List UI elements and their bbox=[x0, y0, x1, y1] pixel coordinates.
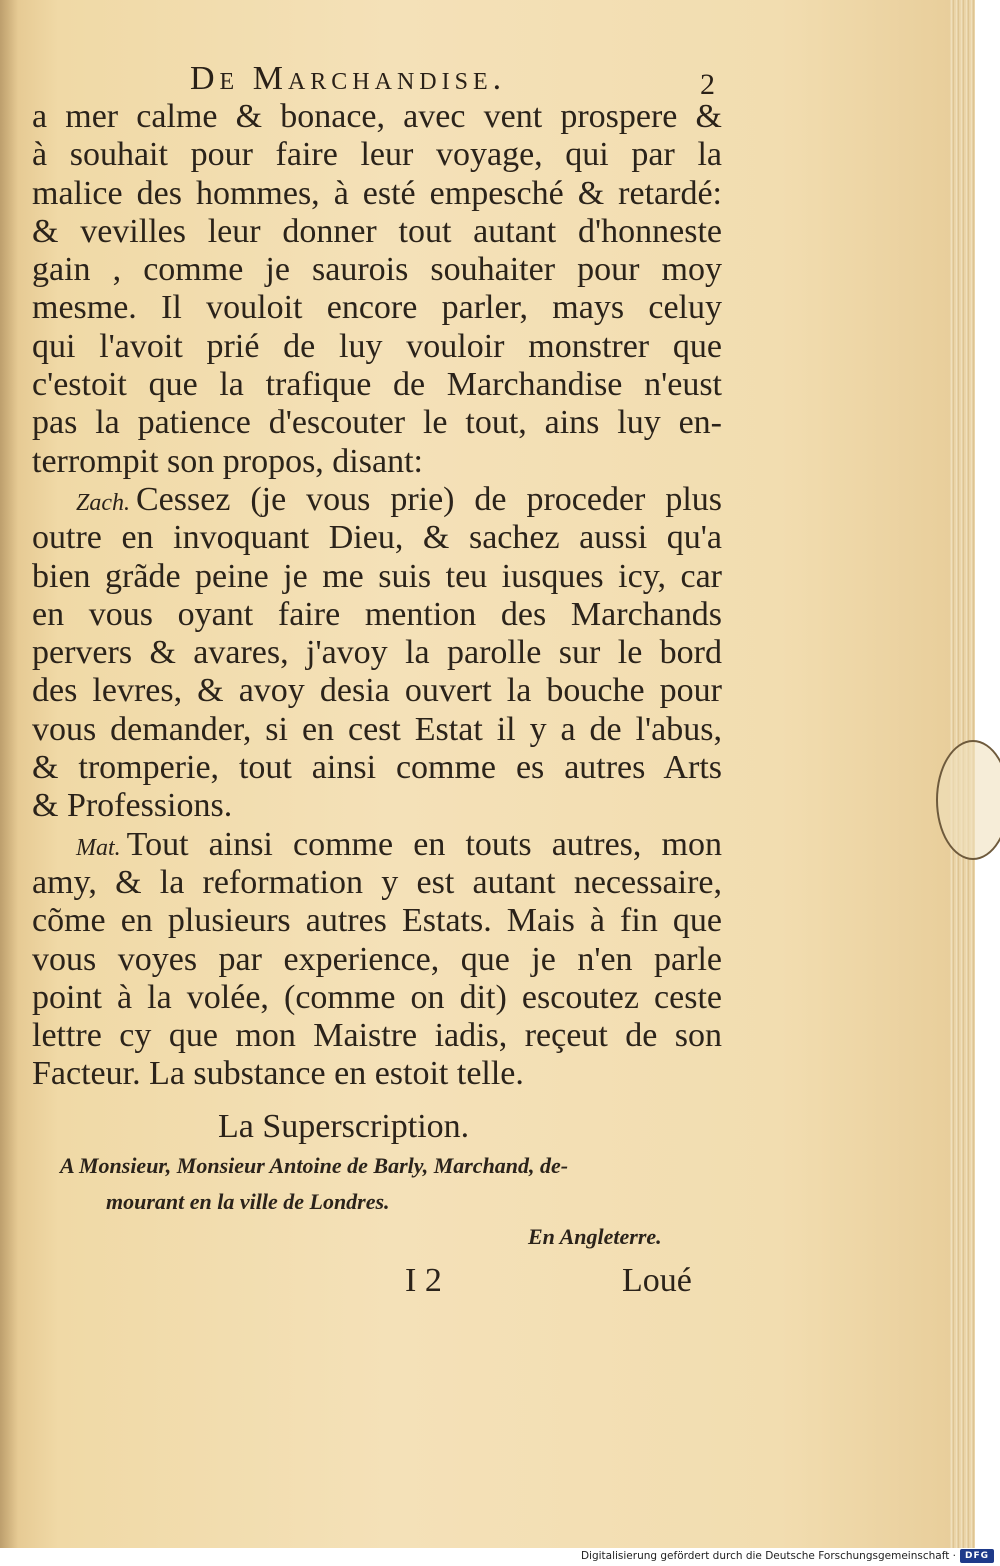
line-text: en vous oyant faire mention des Marchands bbox=[32, 595, 722, 633]
text-line bbox=[32, 596, 722, 634]
text-line bbox=[32, 826, 722, 864]
line-text: bien grãde peine je me suis teu iusques icy, car bbox=[32, 557, 722, 595]
address-line-2: mourant en la ville de Londres. bbox=[106, 1189, 390, 1214]
text-line bbox=[32, 902, 722, 940]
line-text: vous demander, si en cest Estat il y a de l'abus, bbox=[32, 710, 722, 748]
line-text: lettre cy que mon Maistre iadis, reçeut de son bbox=[32, 1017, 722, 1055]
speaker-label: Mat. bbox=[76, 834, 121, 861]
text-line bbox=[32, 519, 722, 557]
text-line bbox=[32, 1055, 722, 1093]
address-country: En Angleterre. bbox=[528, 1224, 662, 1249]
superscription-title: La Superscription. bbox=[218, 1108, 470, 1145]
line-text: c'estoit que la trafique de Marchandise n'eust bbox=[32, 366, 722, 404]
line-text: & tromperie, tout ainsi comme es autres Arts bbox=[32, 749, 722, 787]
text-line bbox=[32, 251, 722, 289]
body-text bbox=[32, 98, 722, 1094]
line-text: & Professions. bbox=[32, 787, 233, 825]
line-text: cõme en plusieurs autres Estats. Mais à fin que bbox=[32, 902, 722, 940]
speaker-label: Zach. bbox=[76, 489, 130, 516]
line-text: gain , comme je saurois souhaiter pour moy bbox=[32, 251, 722, 289]
text-line bbox=[32, 481, 722, 519]
dfg-logo: DFG bbox=[960, 1549, 994, 1563]
line-text: mesme. Il vouloit encore parler, mays celuy bbox=[32, 289, 722, 327]
text-line bbox=[32, 213, 722, 251]
address-line-1: A Monsieur, Monsieur Antoine de Barly, Marchand, de- bbox=[60, 1153, 569, 1178]
signature-mark: I 2 bbox=[405, 1262, 442, 1299]
catchword: Loué bbox=[622, 1262, 692, 1299]
text-line bbox=[32, 749, 722, 787]
funding-credit: Digitalisierung gefördert durch die Deutsche Forschungsgemeinschaft · bbox=[580, 1550, 956, 1562]
line-text: a mer calme & bonace, avec vent prospere & bbox=[32, 98, 722, 135]
text-line bbox=[32, 634, 722, 672]
line-text: & vevilles leur donner tout autant d'honneste bbox=[32, 212, 722, 250]
running-head: De Marchandise. bbox=[190, 60, 507, 97]
text-line bbox=[32, 979, 722, 1017]
line-text: Cessez (je vous prie) de proceder plus bbox=[136, 480, 722, 518]
line-text: terrompit son propos, disant: bbox=[32, 442, 423, 480]
folio-number: 2 bbox=[700, 68, 715, 101]
text-line bbox=[32, 558, 722, 596]
text-line bbox=[32, 404, 722, 442]
text-line bbox=[32, 98, 722, 136]
line-text: malice des hommes, à esté empesché & retardé: bbox=[32, 174, 722, 212]
line-text: à souhait pour faire leur voyage, qui par la bbox=[32, 136, 722, 174]
text-line bbox=[32, 136, 722, 174]
text-line bbox=[32, 672, 722, 710]
line-text: pas la patience d'escouter le tout, ains luy en- bbox=[32, 404, 722, 442]
line-text: Tout ainsi comme en touts autres, mon bbox=[126, 825, 722, 863]
line-text: des levres, & avoy desia ouvert la bouche pour bbox=[32, 672, 722, 710]
letter-address bbox=[60, 1148, 710, 1220]
spine-shadow bbox=[0, 0, 18, 1548]
text-line bbox=[32, 366, 722, 404]
page-edge-tab bbox=[936, 740, 1000, 860]
line-text: point à la volée, (comme on dit) escoutez ceste bbox=[32, 978, 722, 1016]
text-line bbox=[32, 328, 722, 366]
line-text: pervers & avares, j'avoy la parolle sur le bord bbox=[32, 634, 722, 672]
text-line bbox=[32, 175, 722, 213]
text-line bbox=[32, 443, 722, 481]
line-text: Facteur. La substance en estoit telle. bbox=[32, 1055, 524, 1093]
line-text: qui l'avoit prié de luy vouloir monstrer que bbox=[32, 327, 722, 365]
text-line bbox=[32, 787, 722, 825]
text-line bbox=[32, 941, 722, 979]
text-line bbox=[32, 1017, 722, 1055]
text-line bbox=[32, 289, 722, 327]
text-line bbox=[32, 711, 722, 749]
text-line bbox=[32, 864, 722, 902]
line-text: amy, & la reformation y est autant necessaire, bbox=[32, 863, 722, 901]
line-text: outre en invoquant Dieu, & sachez aussi qu'a bbox=[32, 519, 722, 557]
line-text: vous voyes par experience, que je n'en parle bbox=[32, 940, 722, 978]
